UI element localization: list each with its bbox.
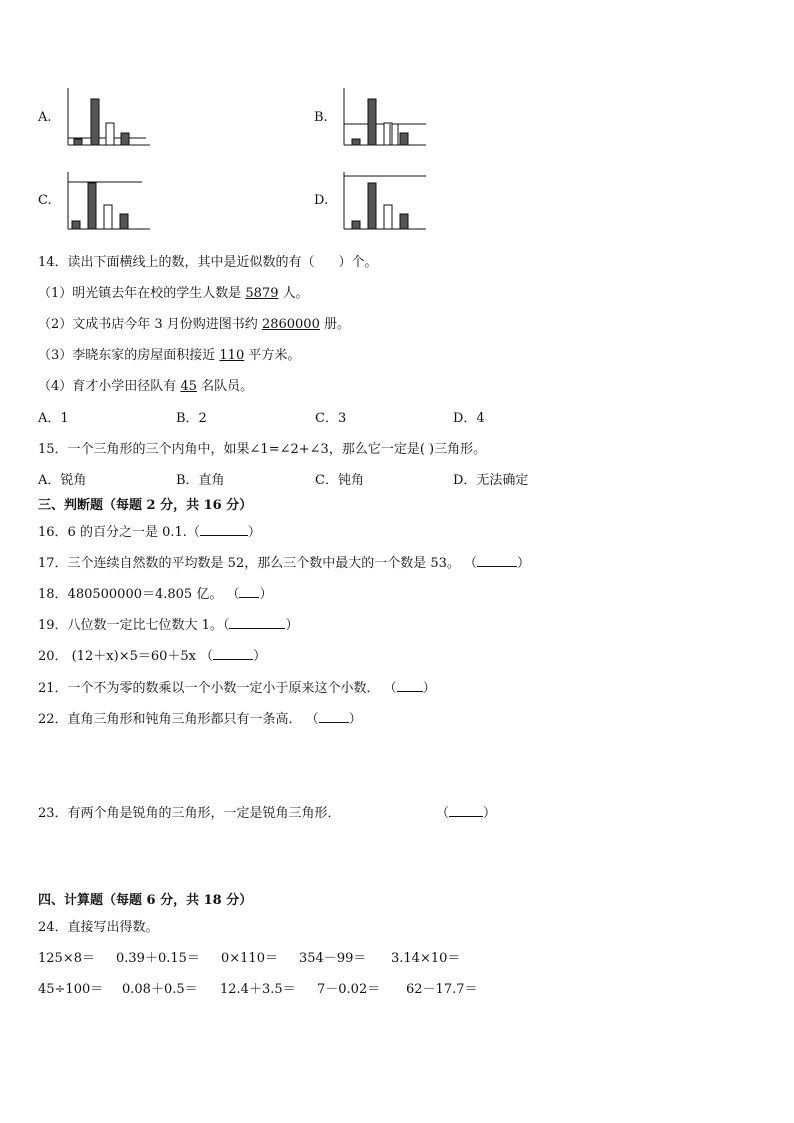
question-23: 23．有两个角是锐角的三角形，一定是锐角三角形． [38, 806, 341, 821]
question-14-stem: 14．读出下面横线上的数，其中是近似数的有（ ）个。 [38, 255, 378, 270]
underlined-number: 5879 [245, 286, 279, 301]
answer-blank[interactable] [477, 554, 517, 567]
option-a-label: A. [38, 110, 52, 125]
underlined-number: 2860000 [261, 317, 320, 332]
question-22: 22．直角三角形和钝角三角形都只有一条高． （ ） [38, 712, 362, 727]
option-d-bar-chart [340, 170, 430, 232]
question-14-item-2: （2）文成书店今年 3 月份购进图书约 2860000 册。 [38, 317, 350, 332]
question-14-option-b: B．2 [176, 411, 207, 426]
bar [121, 133, 129, 145]
question-15-option-c: C．钝角 [315, 473, 364, 488]
question-19: 19．八位数一定比七位数大 1。（ ） [38, 618, 299, 633]
question-16: 16．6 的百分之一是 0.1.（ ） [38, 525, 261, 540]
question-14-item-3: （3）李晓东家的房屋面积接近 110 平方米。 [38, 348, 301, 363]
calc-item: 0×110＝ [221, 951, 278, 966]
bar [400, 214, 408, 229]
calc-item: 125×8＝ [38, 951, 95, 966]
bar [368, 183, 376, 229]
bar [384, 123, 392, 145]
question-24: 24．直接写出得数。 [38, 920, 159, 935]
question-14-option-c: C．3 [315, 411, 347, 426]
option-c-bar-chart [64, 170, 154, 232]
bar [104, 205, 112, 229]
calc-item: 7－0.02＝ [317, 982, 381, 997]
calc-item: 45÷100＝ [38, 982, 104, 997]
question-14-item-4: （4）育才小学田径队有 45 名队员。 [38, 379, 254, 394]
bar [120, 214, 128, 229]
answer-blank[interactable] [239, 585, 259, 598]
option-d-label: D. [314, 193, 329, 208]
question-14-item-1: （1）明光镇去年在校的学生人数是 5879 人。 [38, 286, 309, 301]
option-b-label: B. [314, 110, 328, 125]
bar [400, 133, 408, 145]
question-21: 21．一个不为零的数乘以一个小数一定小于原来这个小数． （ ） [38, 681, 436, 696]
bar [88, 183, 96, 229]
section-3-heading: 三、判断题（每题 2 分，共 16 分） [38, 498, 253, 513]
answer-blank[interactable] [213, 647, 253, 660]
question-20: 20． (12＋x)×5＝60＋5x （ ） [38, 649, 267, 664]
question-14-option-d: D．4 [453, 411, 485, 426]
bar [91, 99, 99, 145]
answer-blank[interactable] [229, 616, 285, 629]
bar [352, 139, 360, 145]
answer-blank[interactable] [397, 679, 423, 692]
question-17: 17．三个连续自然数的平均数是 52，那么三个数中最大的一个数是 53。 （ ） [38, 556, 531, 571]
option-a-bar-chart [64, 86, 154, 148]
question-18: 18．480500000＝4.805 亿。 （ ） [38, 587, 273, 602]
question-15-option-b: B．直角 [176, 473, 225, 488]
question-15-option-d: D．无法确定 [453, 473, 529, 488]
question-23-answer: （ ） [436, 806, 497, 821]
bar [368, 99, 376, 145]
calc-item: 354－99＝ [299, 951, 367, 966]
calc-item: 0.39＋0.15＝ [116, 951, 200, 966]
option-c-label: C. [38, 193, 52, 208]
calc-item: 62－17.7＝ [406, 982, 478, 997]
bar [384, 205, 392, 229]
calc-item: 12.4＋3.5＝ [220, 982, 296, 997]
bar [352, 221, 360, 229]
bar [74, 139, 82, 145]
answer-blank[interactable] [200, 523, 248, 536]
section-4-heading: 四、计算题（每题 6 分，共 18 分） [38, 893, 253, 908]
answer-blank[interactable] [319, 710, 349, 723]
underlined-number: 45 [180, 379, 197, 394]
option-b-bar-chart [340, 86, 430, 148]
calc-item: 3.14×10＝ [391, 951, 461, 966]
answer-blank[interactable] [449, 804, 483, 817]
bar [106, 123, 114, 145]
question-15-option-a: A．锐角 [38, 473, 87, 488]
question-14-option-a: A．1 [38, 411, 69, 426]
bar [72, 221, 80, 229]
calc-item: 0.08＋0.5＝ [122, 982, 198, 997]
underlined-number: 110 [219, 348, 245, 363]
question-15-stem: 15．一个三角形的三个内角中，如果∠1=∠2+∠3，那么它一定是( )三角形。 [38, 442, 487, 457]
